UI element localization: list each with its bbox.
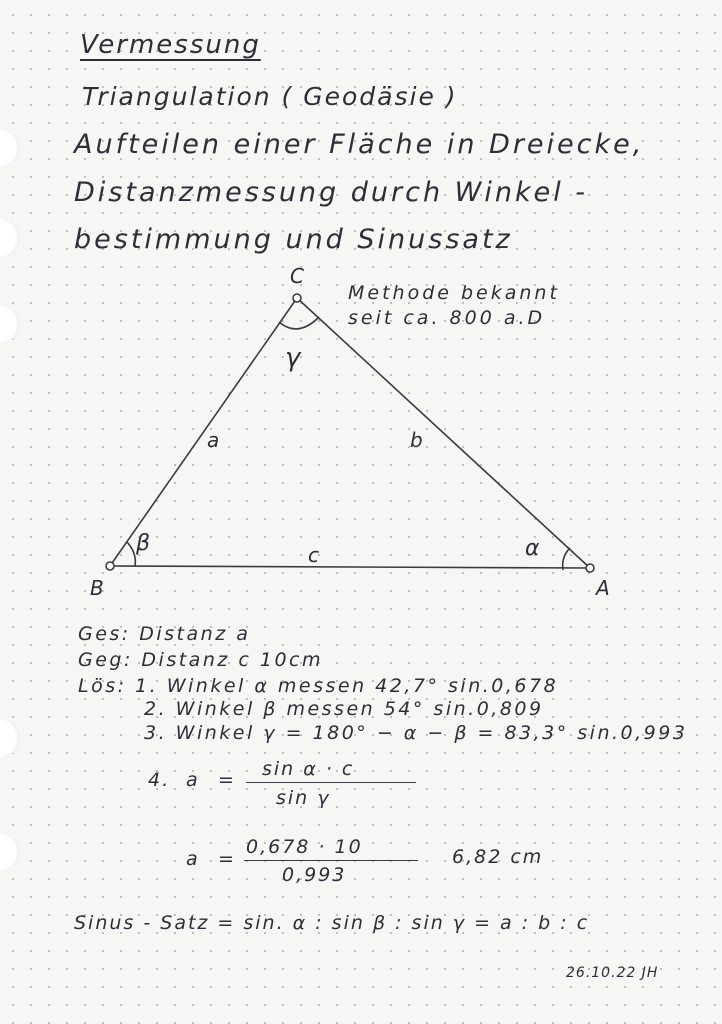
los-step-1: Lös: 1. Winkel α messen 42,7° sin.0,678 xyxy=(78,675,559,697)
method-note-line-2: seit ca. 800 a.D xyxy=(348,307,546,329)
side-a-label: a xyxy=(207,428,220,452)
subtitle: Triangulation ( Geodäsie ) xyxy=(82,82,458,111)
vertex-b-point xyxy=(106,562,114,570)
angle-alpha-arc xyxy=(563,548,570,570)
vertex-a-label: A xyxy=(596,576,610,600)
side-b-line xyxy=(297,298,590,568)
calc-equals: = xyxy=(218,848,236,870)
formula-equals: = xyxy=(218,769,236,791)
angle-gamma-arc xyxy=(279,317,319,329)
formula-numerator: sin α · c xyxy=(262,758,355,780)
fraction-line xyxy=(246,782,416,783)
vertex-a-point xyxy=(586,564,594,572)
calc-variable: a xyxy=(186,848,200,870)
fraction-line xyxy=(244,860,418,861)
vertex-c-point xyxy=(293,294,301,302)
page-title: Vermessung xyxy=(80,30,261,60)
angle-gamma-label: γ xyxy=(285,343,301,373)
vertex-c-label: C xyxy=(290,264,304,288)
signature: 26.10.22 JH xyxy=(566,965,659,981)
step-4-label: 4. xyxy=(148,769,171,791)
formula-denominator: sin γ xyxy=(276,787,331,809)
geg-line: Geg: Distanz c 10cm xyxy=(78,649,323,671)
ges-line: Ges: Distanz a xyxy=(78,623,251,645)
method-note-line-1: Methode bekannt xyxy=(348,282,560,304)
intro-line-2: Distanzmessung durch Winkel - xyxy=(74,177,589,208)
calc-denominator: 0,993 xyxy=(282,864,347,886)
calc-result: 6,82 cm xyxy=(452,846,544,868)
intro-line-1: Aufteilen einer Fläche in Dreiecke, xyxy=(74,129,645,160)
side-c-label: c xyxy=(308,543,319,567)
los-step-3: 3. Winkel γ = 180° − α − β = 83,3° sin.0,993 xyxy=(144,722,688,744)
sine-law: Sinus - Satz = sin. α : sin β : sin γ = a : b : c xyxy=(74,912,590,934)
side-c-line xyxy=(110,566,590,568)
side-b-label: b xyxy=(410,428,423,452)
calc-numerator: 0,678 · 10 xyxy=(246,836,363,858)
vertex-b-label: B xyxy=(90,576,104,600)
angle-alpha-label: α xyxy=(525,536,540,561)
formula-variable: a xyxy=(186,769,200,791)
angle-beta-label: β xyxy=(136,531,151,556)
angle-beta-arc xyxy=(127,542,135,566)
los-step-2: 2. Winkel β messen 54° sin.0,809 xyxy=(144,698,544,720)
side-a-line xyxy=(110,298,297,566)
intro-line-3: bestimmung und Sinussatz xyxy=(74,224,513,255)
